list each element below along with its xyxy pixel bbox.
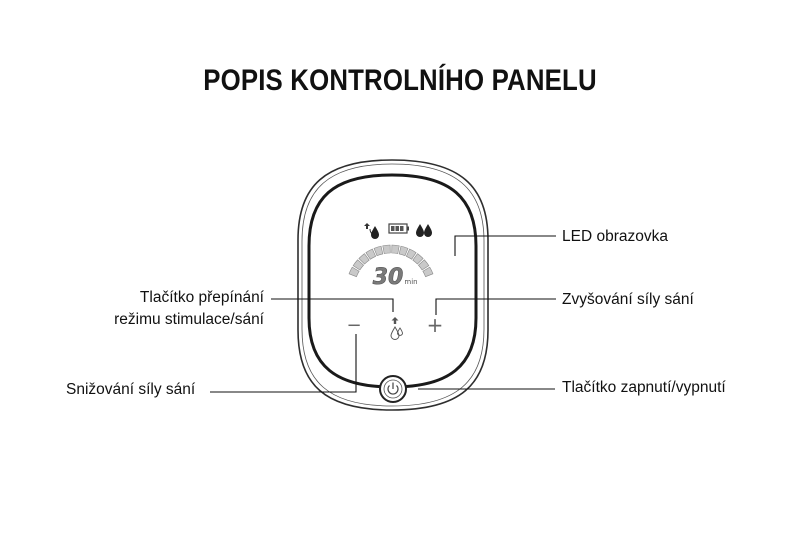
label-mode-button-line2: režimu stimulace/sání (114, 311, 264, 328)
label-led-screen: LED obrazovka (562, 228, 668, 245)
label-mode-button-line1: Tlačítko přepínání (139, 289, 264, 306)
label-increase-suction: Zvyšování síly sání (562, 291, 694, 308)
label-decrease-suction: Snižování síly sání (66, 381, 196, 398)
page-title: POPIS KONTROLNÍHO PANELU (203, 64, 597, 97)
label-power-button: Tlačítko zapnutí/vypnutí (562, 379, 726, 396)
minus-button[interactable]: − (346, 315, 362, 336)
power-button[interactable] (380, 376, 406, 402)
level-segment-7 (392, 245, 400, 254)
plus-button[interactable]: + (426, 313, 444, 337)
timer-unit: min (404, 278, 418, 286)
level-segment-6 (383, 245, 391, 254)
timer-value: 30 (372, 265, 404, 290)
